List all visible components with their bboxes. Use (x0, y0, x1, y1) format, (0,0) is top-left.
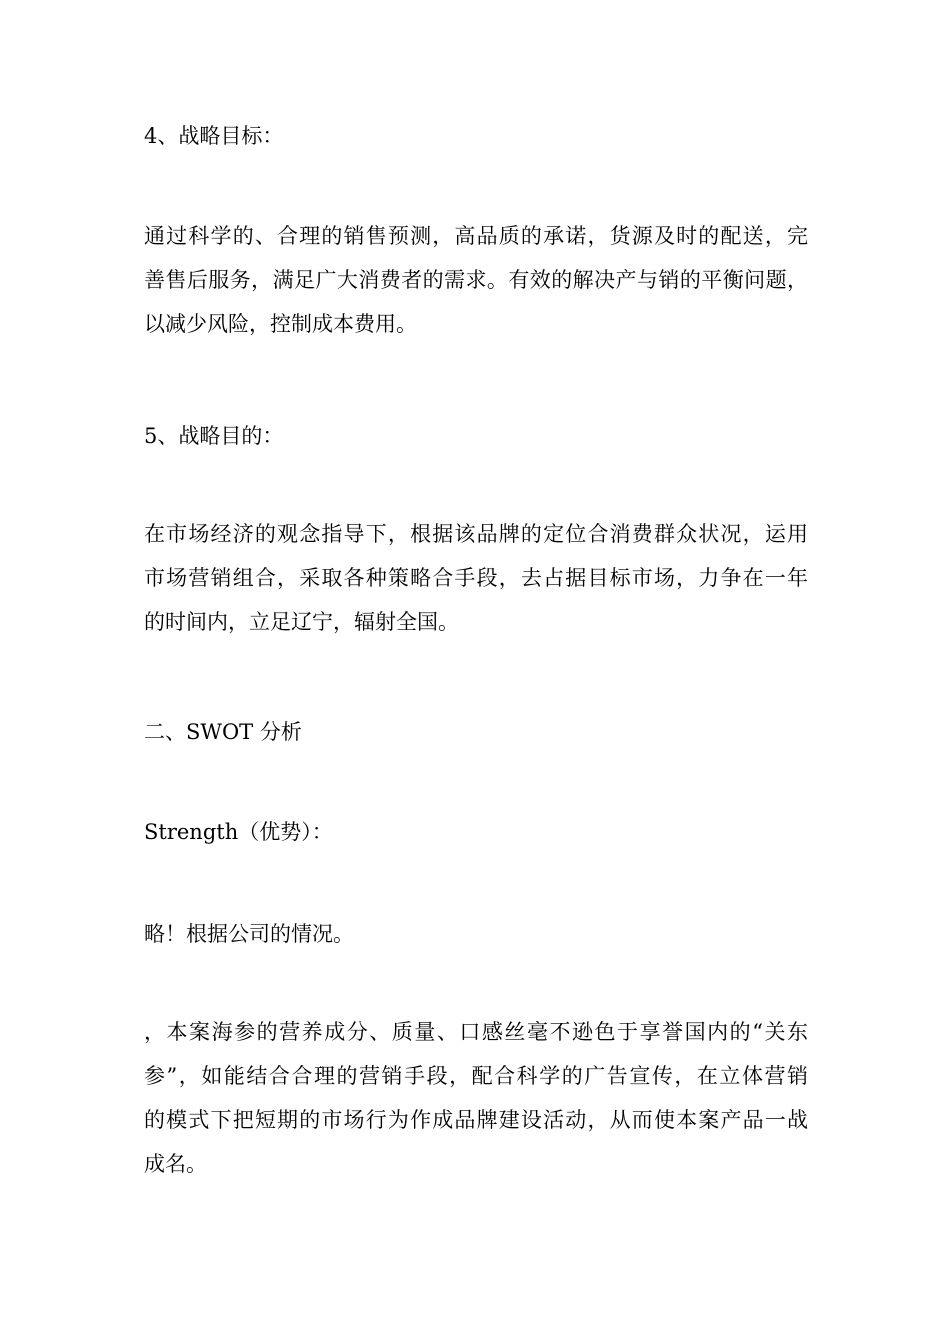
paragraph-line: ，本案海参的营养成分、质量、口感丝毫不逊色于享誉国内的“关东 (144, 1020, 808, 1044)
paragraph-line: 的时间内，立足辽宁，辐射全国。 (144, 610, 459, 634)
paragraph-strength (144, 1018, 808, 1194)
paragraph-line: 善售后服务，满足广大消费者的需求。有效的解决产与销的平衡问题， (144, 268, 808, 292)
paragraph-line: 市场营销组合，采取各种策略合手段，去占据目标市场，力争在一年 (144, 566, 808, 590)
paragraph-line: 成名。 (144, 1152, 207, 1176)
paragraph-strategic-goal (144, 222, 808, 354)
section-heading-strategic-purpose: 5、战略目的： (144, 424, 284, 448)
paragraph-strategic-purpose (144, 520, 808, 652)
section-heading-strategic-goal: 4、战略目标： (144, 124, 284, 148)
paragraph-strength-note: 略！根据公司的情况。 (144, 922, 354, 946)
paragraph-line: 的模式下把短期的市场行为作成品牌建设活动，从而使本案产品一战 (144, 1108, 808, 1132)
paragraph-line: 参”，如能结合合理的营销手段，配合科学的广告宣传，在立体营销 (144, 1064, 808, 1088)
paragraph-line: 以减少风险，控制成本费用。 (144, 312, 417, 336)
section-heading-strength: Strength（优势）： (144, 820, 333, 844)
section-heading-swot: 二、SWOT 分析 (144, 720, 302, 744)
paragraph-line: 在市场经济的观念指导下，根据该品牌的定位合消费群众状况，运用 (144, 522, 808, 546)
paragraph-line: 通过科学的、合理的销售预测，高品质的承诺，货源及时的配送，完 (144, 224, 808, 248)
